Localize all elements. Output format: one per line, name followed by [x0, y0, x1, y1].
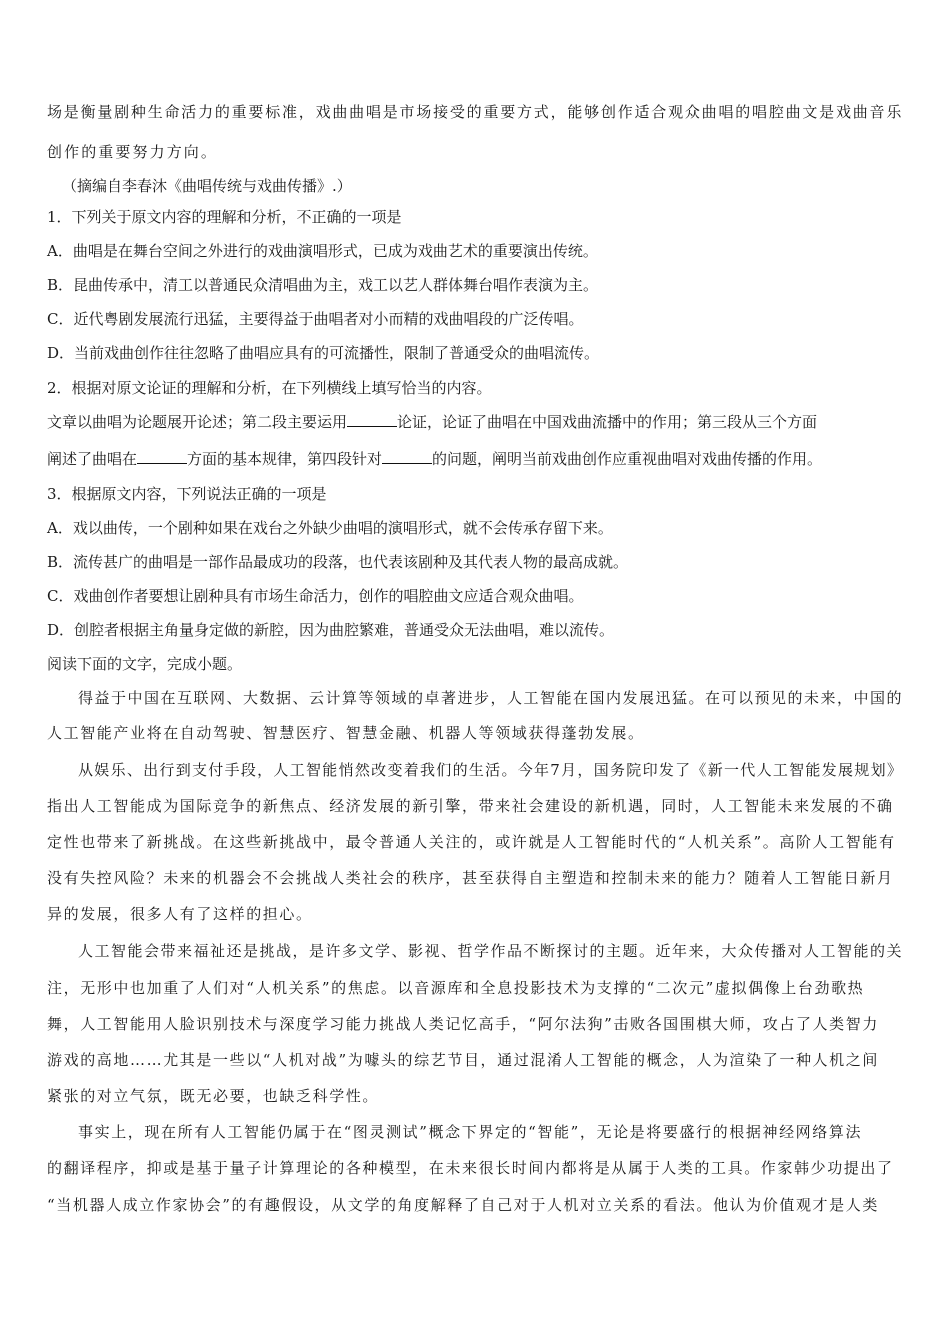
q3-option-d: D．创腔者根据主角量身定做的新腔，因为曲腔繁难，普通受众无法曲唱，难以流传。 [47, 621, 615, 639]
q2-line-1 [47, 412, 817, 432]
q2-stem: 2．根据对原文论证的理解和分析，在下列横线上填写恰当的内容。 [47, 379, 492, 397]
p4-line-2: 的翻译程序，抑或是基于量子计算理论的各种模型，在未来很长时间内都将是从属于人类的工具。作家韩少功提出了 [47, 1159, 894, 1177]
answer-blank-3[interactable] [382, 449, 432, 464]
q2-text-4: 方面的基本规律，第四段针对 [187, 450, 383, 468]
q1-option-d: D．当前戏曲创作往往忽略了曲唱应具有的可流播性，限制了普通受众的曲唱流传。 [47, 344, 600, 362]
passage1-line-2: 创作的重要努力方向。 [47, 143, 219, 161]
p3-line-3: 舞，人工智能用人脸识别技术与深度学习能力挑战人类记忆高手，“阿尔法狗”击败各国围棋大师，攻占了人类智力 [47, 1015, 879, 1033]
p2-line-1: 从娱乐、出行到支付手段，人工智能悄然改变着我们的生活。今年7月，国务院印发了《新一代人工智能发展规划》 [78, 761, 904, 779]
p3-line-5: 紧张的对立气氛，既无必要，也缺乏科学性。 [47, 1087, 380, 1105]
q3-option-c: C．戏曲创作者要想让剧种具有市场生命活力，创作的唱腔曲文应适合观众曲唱。 [47, 587, 584, 605]
p2-line-3: 定性也带来了新挑战。在这些新挑战中，最令普通人关注的，或许就是人工智能时代的“人机关系”。高阶人工智能有 [47, 833, 896, 851]
q2-text-1: 文章以曲唱为论题展开论述；第二段主要运用 [47, 413, 348, 431]
p2-line-2: 指出人工智能成为国际竞争的新焦点、经济发展的新引擎，带来社会建设的新机遇，同时，人工智能未来发展的不确 [47, 797, 894, 815]
q3-option-a: A．戏以曲传，一个剧种如果在戏台之外缺少曲唱的演唱形式，就不会传承存留下来。 [47, 519, 613, 537]
q1-stem: 1．下列关于原文内容的理解和分析，不正确的一项是 [47, 208, 402, 226]
source-citation: （摘编自李春沐《曲唱传统与戏曲传播》.） [62, 177, 352, 195]
p2-line-5: 异的发展，很多人有了这样的担心。 [47, 905, 313, 923]
q2-text-3: 阐述了曲唱在 [47, 450, 138, 468]
answer-blank-1[interactable] [347, 412, 397, 427]
q1-option-a: A．曲唱是在舞台空间之外进行的戏曲演唱形式，已成为戏曲艺术的重要演出传统。 [47, 242, 598, 260]
q3-option-b: B．流传甚广的曲唱是一部作品最成功的段落，也代表该剧种及其代表人物的最高成就。 [47, 553, 629, 571]
p1-line-2: 人工智能产业将在自动驾驶、智慧医疗、智慧金融、机器人等领域获得蓬勃发展。 [47, 724, 645, 742]
q2-line-2 [47, 449, 822, 469]
p3-line-1: 人工智能会带来福祉还是挑战，是许多文学、影视、哲学作品不断探讨的主题。近年来，大众传播对人工智能的关 [78, 942, 904, 960]
answer-blank-2[interactable] [137, 449, 187, 464]
reading-instruction: 阅读下面的文字，完成小题。 [47, 655, 243, 673]
q2-text-2: 论证，论证了曲唱在中国戏曲流播中的作用；第三段从三个方面 [397, 413, 818, 431]
p1-line-1: 得益于中国在互联网、大数据、云计算等领域的卓著进步，人工智能在国内发展迅猛。在可以预见的未来，中国的 [78, 689, 904, 707]
p4-line-1: 事实上，现在所有人工智能仍属于在“图灵测试”概念下界定的“智能”，无论是将要盛行的根据神经网络算法 [78, 1123, 863, 1141]
passage1-line-1: 场是衡量剧种生命活力的重要标准，戏曲曲唱是市场接受的重要方式，能够创作适合观众曲唱的唱腔曲文是戏曲音乐 [47, 103, 904, 121]
q1-option-c: C．近代粤剧发展流行迅猛，主要得益于曲唱者对小而精的戏曲唱段的广泛传唱。 [47, 310, 584, 328]
q2-text-5: 的问题，阐明当前戏曲创作应重视曲唱对戏曲传播的作用。 [432, 450, 823, 468]
p2-line-4: 没有失控风险？未来的机器会不会挑战人类社会的秩序，甚至获得自主塑造和控制未来的能力？随着人工智能日新月 [47, 869, 894, 887]
p3-line-2: 注，无形中也加重了人们对“人机关系”的焦虑。以音源库和全息投影技术为支撑的“二次元”虚拟偶像上台劲歌热 [47, 979, 865, 997]
p4-line-3: “当机器人成立作家协会”的有趣假设，从文学的角度解释了自己对于人机对立关系的看法。他认为价值观才是人类 [47, 1196, 879, 1214]
q3-stem: 3．根据原文内容，下列说法正确的一项是 [47, 485, 327, 503]
p3-line-4: 游戏的高地……尤其是一些以“人机对战”为噱头的综艺节目，通过混淆人工智能的概念，人为渲染了一种人机之间 [47, 1051, 879, 1069]
q1-option-b: B．昆曲传承中，清工以普通民众清唱曲为主，戏工以艺人群体舞台唱作表演为主。 [47, 276, 599, 294]
